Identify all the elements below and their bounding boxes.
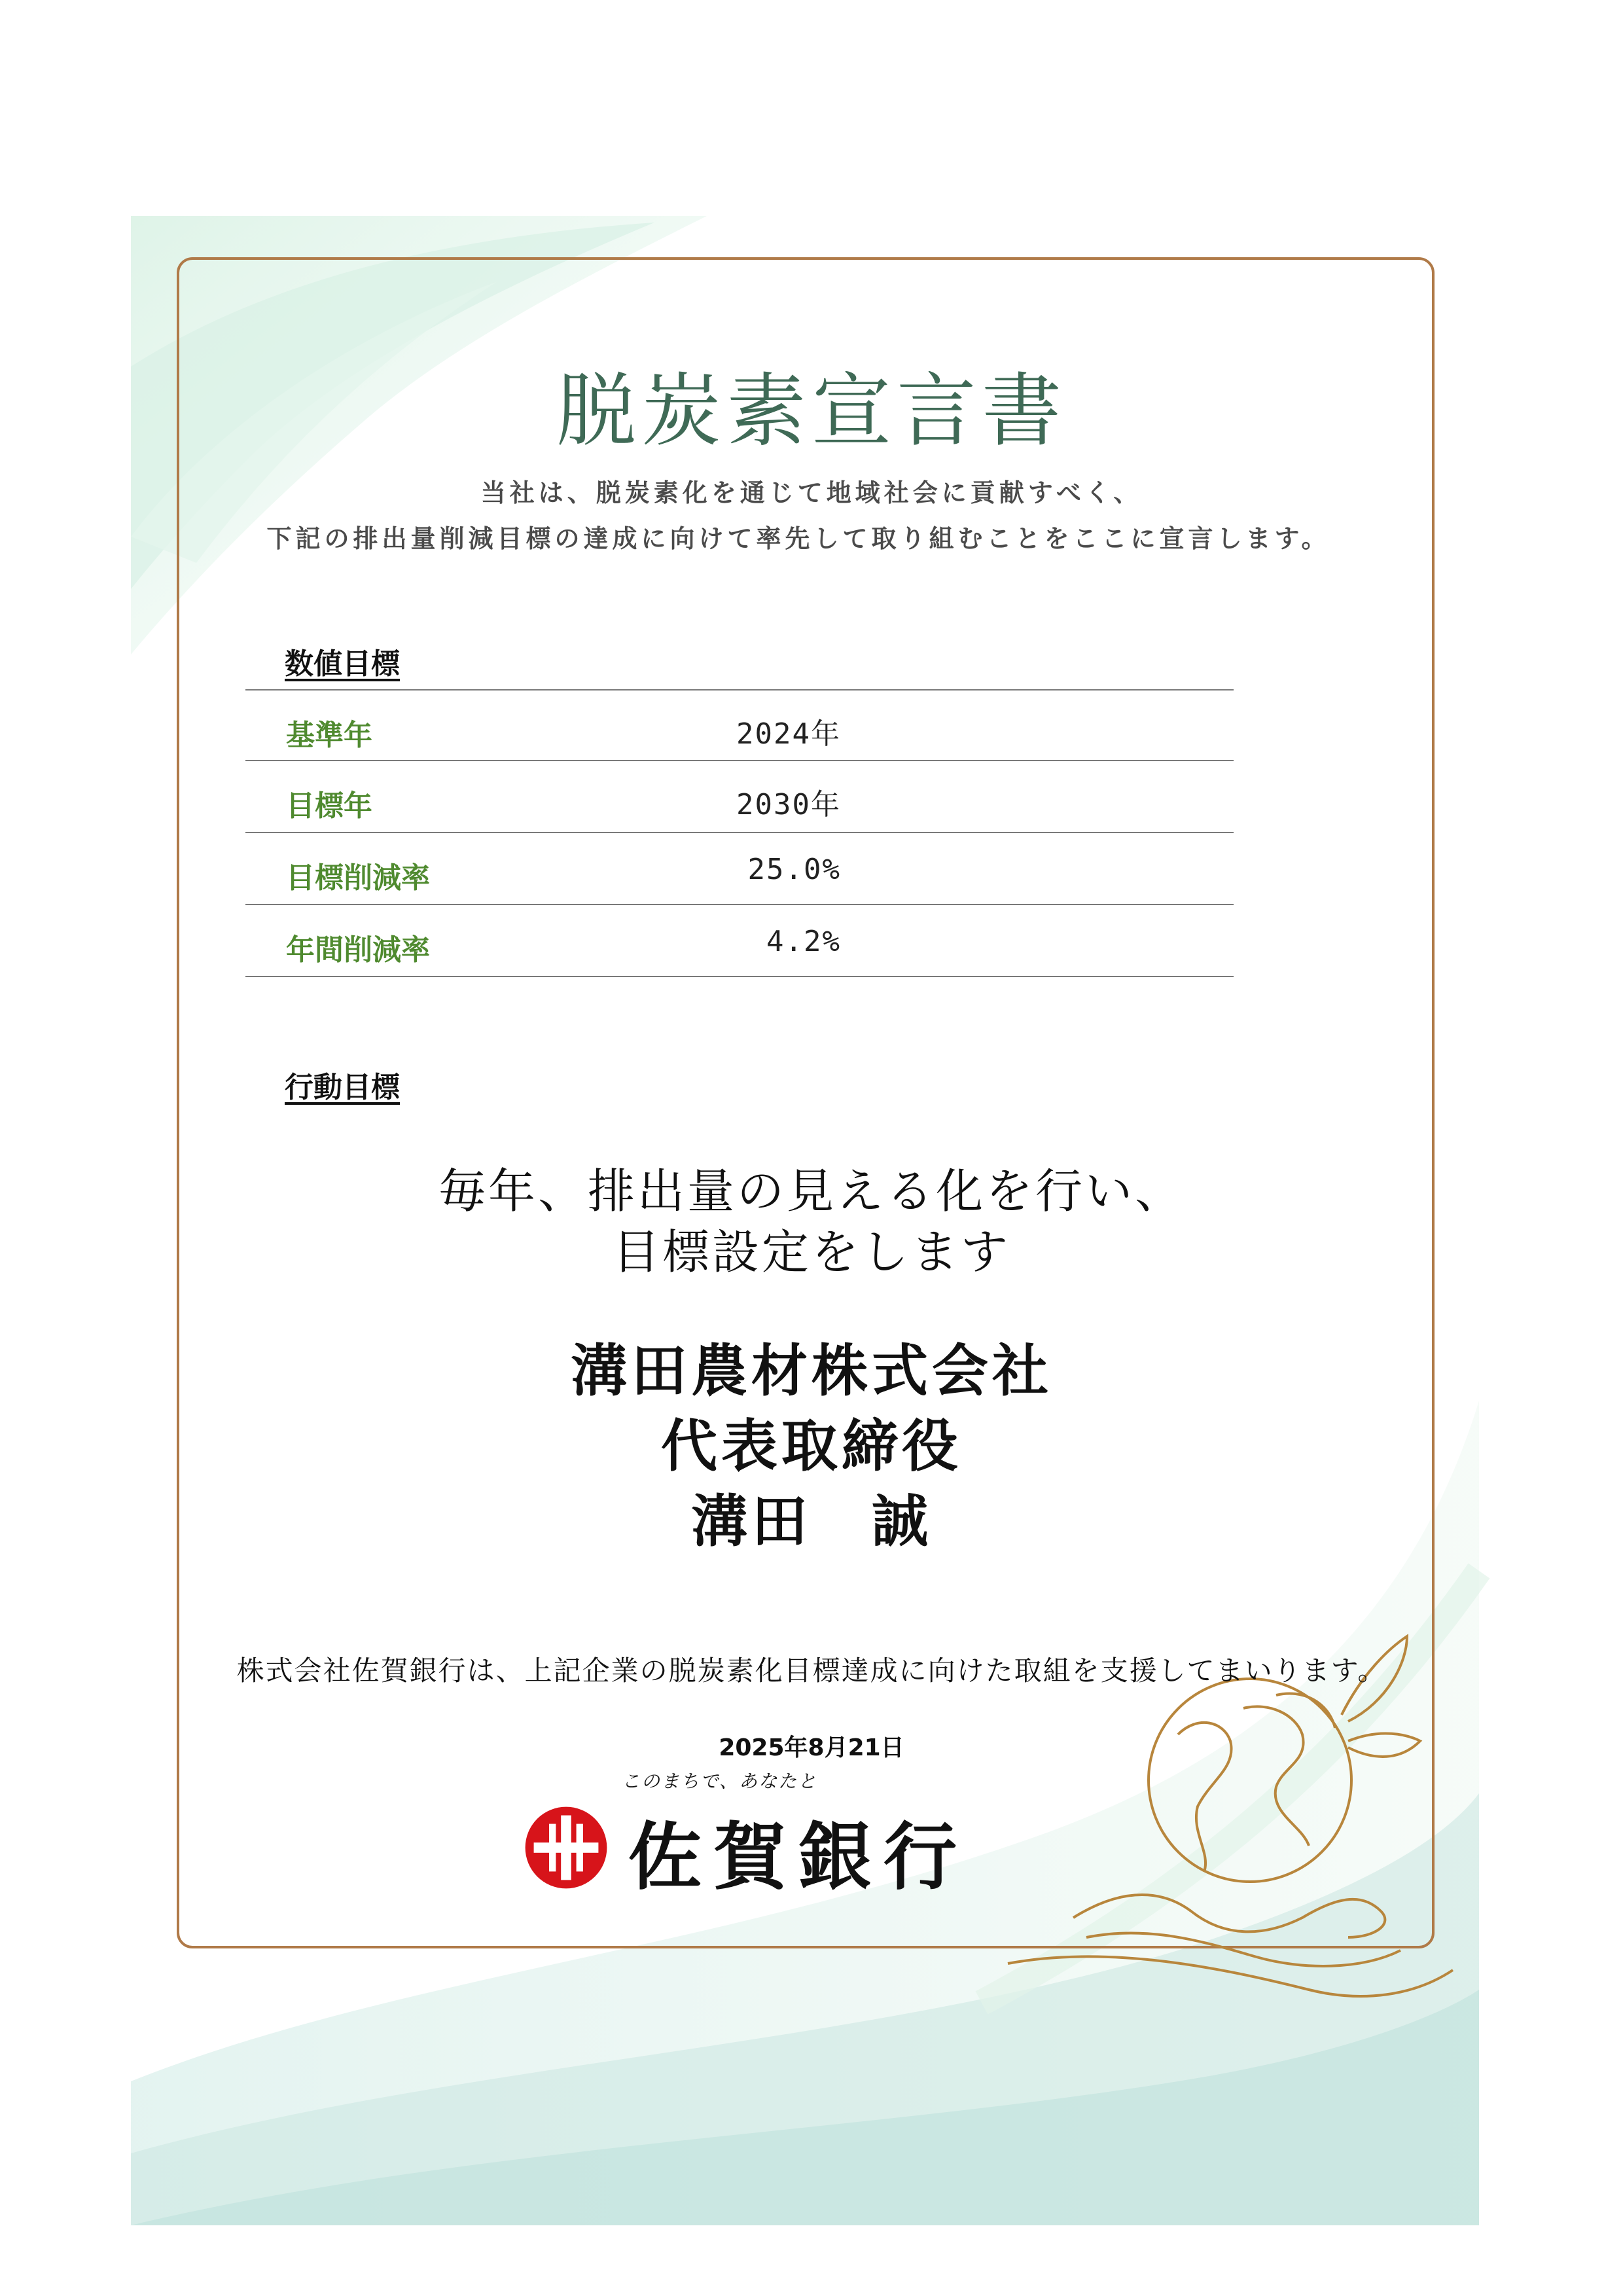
bank-tagline: このまちで、あなたと xyxy=(622,1770,818,1792)
bank-emblem-icon xyxy=(524,1805,609,1890)
annual-reduction-label: 年間削減率 xyxy=(286,933,430,967)
issue-date: 2025年8月21日 xyxy=(719,1734,904,1761)
table-row xyxy=(245,833,1234,905)
target-year-value: 2030年 xyxy=(736,788,841,821)
numeric-targets-heading: 数値目標 xyxy=(285,647,400,681)
table-row xyxy=(245,689,1234,761)
representative-name: 溝田 誠 xyxy=(691,1489,932,1554)
intro-line-1: 当社は、脱炭素化を通じて地域社会に貢献すべく、 xyxy=(480,478,1143,507)
action-target-line-1: 毎年、排出量の見える化を行い、 xyxy=(438,1164,1185,1219)
action-target-line-2: 目標設定をします xyxy=(612,1225,1010,1280)
certificate-title: 脱炭素宣言書 xyxy=(556,365,1067,457)
numeric-targets-table xyxy=(245,689,1234,977)
base-year-value: 2024年 xyxy=(736,717,841,751)
bank-name: 佐賀銀行 xyxy=(628,1814,969,1900)
base-year-label: 基準年 xyxy=(286,719,372,752)
table-row xyxy=(245,761,1234,833)
bank-support-statement: 株式会社佐賀銀行は、上記企業の脱炭素化目標達成に向けた取組を支援してまいります。 xyxy=(236,1655,1387,1687)
target-year-label: 目標年 xyxy=(286,789,372,823)
bank-logo xyxy=(524,1767,995,1898)
intro-line-2: 下記の排出量削減目標の達成に向けて率先して取り組むことをここに宣言します。 xyxy=(266,524,1330,553)
representative-title: 代表取締役 xyxy=(661,1414,962,1479)
target-reduction-label: 目標削減率 xyxy=(286,861,430,895)
table-row xyxy=(245,905,1234,977)
action-targets-heading: 行動目標 xyxy=(285,1071,400,1104)
company-name: 溝田農材株式会社 xyxy=(571,1338,1052,1404)
target-reduction-value: 25.0% xyxy=(747,853,841,886)
annual-reduction-value: 4.2% xyxy=(766,925,841,958)
